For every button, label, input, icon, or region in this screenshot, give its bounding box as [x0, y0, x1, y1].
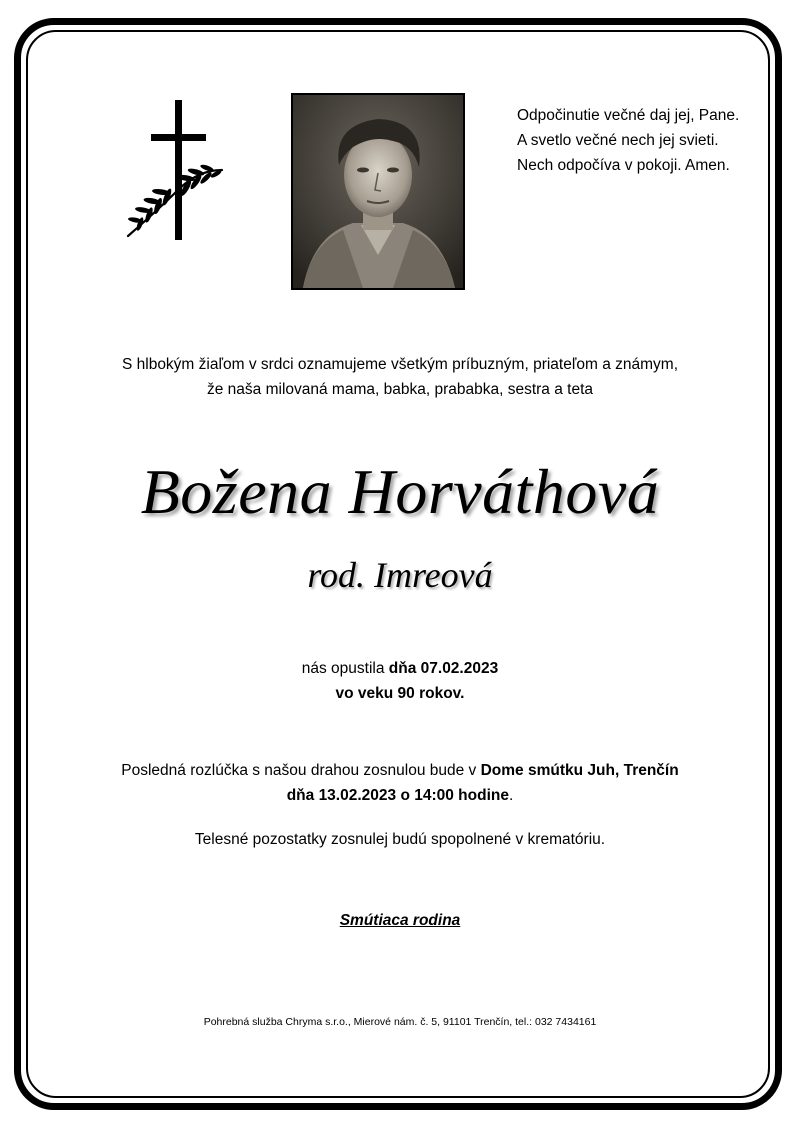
signature: Smútiaca rodina	[339, 912, 461, 929]
death-prefix: nás opustila	[301, 660, 389, 677]
death-age: vo veku 90 rokov.	[335, 685, 465, 702]
maiden-name: rod. Imreová	[307, 555, 493, 595]
farewell-end: .	[508, 787, 514, 804]
prayer-line: Odpočinutie večné daj jej, Pane.	[517, 107, 740, 124]
funeral-service-footer: Pohrebná služba Chryma s.r.o., Mierové nám. č. 5, 91101 Trenčín, tel.: 032 7434161	[203, 1016, 597, 1028]
prayer-text	[517, 103, 777, 178]
remains-note: Telesné pozostatky zosnulej budú spopolnené v krematóriu.	[194, 831, 606, 848]
cross-with-palm-branch-icon	[120, 98, 230, 246]
farewell-text: Posledná rozlúčka s našou drahou zosnulou bude v	[121, 762, 481, 779]
deceased-name: Božena Horváthová	[140, 456, 660, 527]
announcement-intro	[40, 352, 760, 402]
intro-line: S hlbokým žiaľom v srdci oznamujeme všetkým príbuzným, priateľom a známym,	[121, 356, 679, 373]
farewell-datetime: dňa 13.02.2023 o 14:00 hodine	[286, 787, 509, 804]
portrait-photo	[291, 93, 465, 290]
intro-line: že naša milovaná mama, babka, prababka, sestra a teta	[207, 381, 593, 398]
death-date: dňa 07.02.2023	[388, 660, 499, 677]
farewell-place: Dome smútku Juh, Trenčín	[480, 762, 679, 779]
death-info	[0, 656, 800, 706]
farewell-info	[0, 758, 800, 808]
prayer-line: A svetlo večné nech jej svieti.	[517, 132, 719, 149]
prayer-line: Nech odpočíva v pokoji. Amen.	[517, 157, 730, 174]
